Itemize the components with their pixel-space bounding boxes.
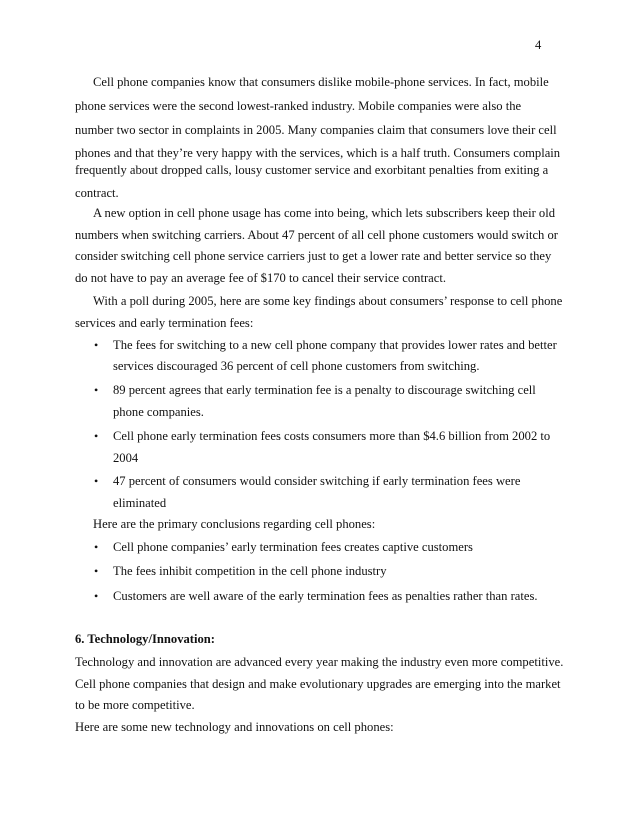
text-line: Cell phone early termination fees costs consumers more than $4.6 billion from 2002 to bbox=[113, 429, 551, 443]
text-line: The fees for switching to a new cell phone company that provides lower rates and better bbox=[113, 338, 557, 352]
text-line: Customers are well aware of the early termination fees as penalties rather than rates. bbox=[113, 589, 538, 603]
bullet-icon: • bbox=[94, 589, 99, 603]
conclusions-intro: Here are the primary conclusions regarding cell phones: bbox=[93, 517, 376, 531]
bullet-icon: • bbox=[94, 429, 99, 443]
text-line: Here are some new technology and innovations on cell phones: bbox=[75, 720, 394, 734]
bullet-icon: • bbox=[94, 383, 99, 397]
bullet-icon: • bbox=[94, 338, 99, 352]
text-line: do not have to pay an average fee of $170 to cancel their service contract. bbox=[75, 271, 446, 285]
text-line: numbers when switching carriers. About 47 percent of all cell phone customers would switch or bbox=[75, 228, 558, 242]
text-line: eliminated bbox=[113, 496, 167, 510]
text-line: contract. bbox=[75, 186, 119, 200]
section-heading: 6. Technology/Innovation: bbox=[75, 632, 215, 646]
text-line: Cell phone companies that design and make evolutionary upgrades are emerging into the market bbox=[75, 677, 561, 691]
text-line: The fees inhibit competition in the cell phone industry bbox=[113, 564, 387, 578]
text-line: Cell phone companies know that consumers dislike mobile-phone services. In fact, mobile bbox=[93, 75, 549, 89]
text-line: Cell phone companies’ early termination fees creates captive customers bbox=[113, 540, 473, 554]
text-line: services discouraged 36 percent of cell phone customers from switching. bbox=[113, 359, 480, 373]
text-line: to be more competitive. bbox=[75, 698, 195, 712]
text-line: 2004 bbox=[113, 451, 139, 465]
text-line: phone companies. bbox=[113, 405, 204, 419]
text-line: frequently about dropped calls, lousy customer service and exorbitant penalties from exiting a bbox=[75, 163, 549, 177]
text-line: services and early termination fees: bbox=[75, 316, 254, 330]
bullet-icon: • bbox=[94, 540, 99, 554]
text-line: 89 percent agrees that early termination fee is a penalty to discourage switching cell bbox=[113, 383, 536, 397]
page-number: 4 bbox=[535, 38, 542, 52]
bullet-icon: • bbox=[94, 474, 99, 488]
text-line: 47 percent of consumers would consider switching if early termination fees were bbox=[113, 474, 521, 488]
text-line: number two sector in complaints in 2005. Many companies claim that consumers love their cell bbox=[75, 123, 557, 137]
text-line: phones and that they’re very happy with the services, which is a half truth. Consumers complain bbox=[75, 146, 561, 160]
text-line: A new option in cell phone usage has come into being, which lets subscribers keep their old bbox=[93, 206, 556, 220]
text-line: Technology and innovation are advanced every year making the industry even more competitive. bbox=[75, 655, 564, 669]
text-line: phone services were the second lowest-ranked industry. Mobile companies were also the bbox=[75, 99, 522, 113]
text-line: consider switching cell phone service carriers just to get a lower rate and better service so they bbox=[75, 249, 552, 263]
text-line: With a poll during 2005, here are some key findings about consumers’ response to cell phone bbox=[93, 294, 563, 308]
bullet-icon: • bbox=[94, 564, 99, 578]
